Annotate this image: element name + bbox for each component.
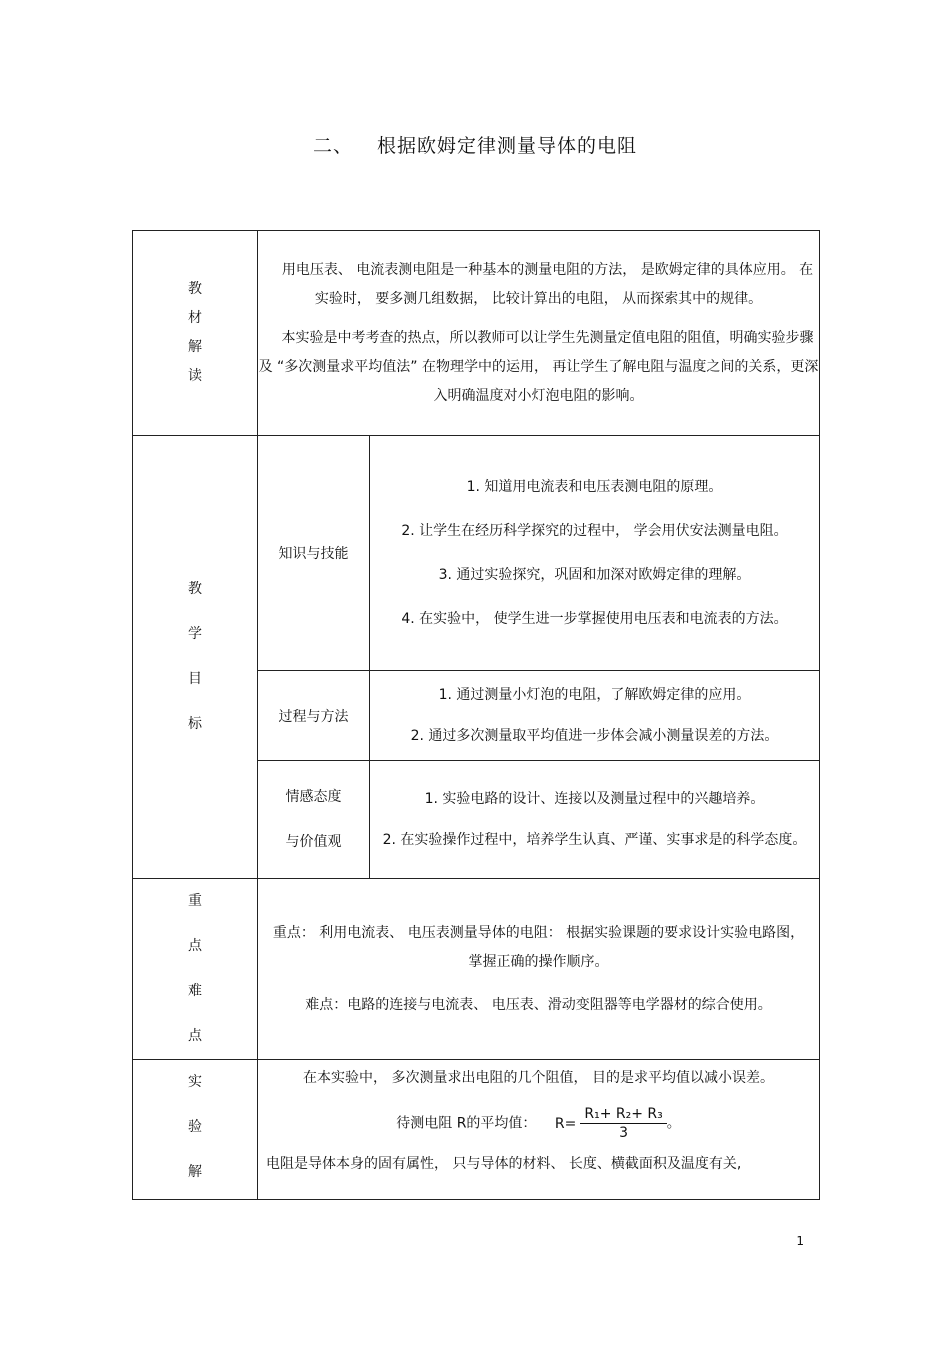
emotion-label-line2: 与价值观 bbox=[285, 833, 342, 850]
label-char: 学 bbox=[188, 626, 202, 642]
page-number: 1 bbox=[796, 1234, 804, 1248]
goals-label bbox=[133, 436, 258, 879]
document-title bbox=[0, 131, 950, 158]
difficult-point-text: 难点：电路的连接与电流表、 电压表、滑动变阻器等电学器材的综合使用。 bbox=[305, 996, 772, 1013]
emotion-item: 2. 在实验操作过程中，培养学生认真、严谨、实事求是的科学态度。 bbox=[382, 831, 807, 848]
emotion-content bbox=[370, 761, 820, 879]
textbook-row bbox=[133, 231, 820, 436]
knowledge-row bbox=[133, 436, 820, 671]
label-char: 读 bbox=[188, 368, 202, 384]
formula-prefix: 待测电阻 R的平均值： bbox=[396, 1115, 537, 1132]
experiment-row bbox=[133, 1060, 820, 1200]
formula-fraction bbox=[580, 1105, 666, 1142]
label-char: 点 bbox=[188, 1028, 202, 1044]
knowledge-item: 4. 在实验中， 使学生进一步掌握使用电压表和电流表的方法。 bbox=[401, 610, 788, 627]
emotion-label bbox=[258, 761, 370, 879]
label-char: 材 bbox=[188, 310, 202, 326]
formula-denominator: 3 bbox=[619, 1125, 629, 1141]
label-char: 点 bbox=[188, 938, 202, 954]
experiment-content bbox=[258, 1060, 820, 1200]
textbook-label bbox=[133, 231, 258, 436]
knowledge-label: 知识与技能 bbox=[258, 436, 370, 671]
knowledge-content bbox=[370, 436, 820, 671]
label-char: 教 bbox=[188, 581, 202, 597]
process-content bbox=[370, 671, 820, 761]
emotion-label-line1: 情感态度 bbox=[285, 788, 342, 805]
keypoints-row bbox=[133, 879, 820, 1060]
label-char: 实 bbox=[188, 1074, 202, 1090]
label-char: 标 bbox=[188, 716, 202, 732]
keypoints-content bbox=[258, 879, 820, 1060]
label-char: 目 bbox=[188, 671, 202, 687]
lesson-table bbox=[132, 230, 820, 1200]
average-formula bbox=[266, 1105, 811, 1142]
knowledge-item: 3. 通过实验探究，巩固和加深对欧姆定律的理解。 bbox=[438, 566, 751, 583]
experiment-label bbox=[133, 1060, 258, 1200]
textbook-para2: 本实验是中考考查的热点，所以教师可以让学生先测量定值电阻的阻值，明确实验步骤及 “多次测量求平均值法” 在物理学中的运用， 再让学生了解电阻与温度之间的关系，更深入明确温度对小灯泡电阻的影响。 bbox=[258, 329, 819, 404]
section-number: 二、 bbox=[312, 135, 353, 157]
knowledge-item: 2. 让学生在经历科学探究的过程中， 学会用伏安法测量电阻。 bbox=[401, 522, 788, 539]
experiment-para1: 在本实验中， 多次测量求出电阻的几个阻值， 目的是求平均值以减小误差。 bbox=[303, 1070, 774, 1086]
formula-suffix: 。 bbox=[666, 1115, 681, 1132]
label-char: 解 bbox=[188, 339, 202, 355]
title-text: 根据欧姆定律测量导体的电阻 bbox=[377, 135, 638, 157]
label-char: 验 bbox=[188, 1119, 202, 1135]
process-label: 过程与方法 bbox=[258, 671, 370, 761]
knowledge-item: 1. 知道用电流表和电压表测电阻的原理。 bbox=[466, 478, 723, 495]
keypoints-label bbox=[133, 879, 258, 1060]
formula-lhs: R= bbox=[554, 1115, 577, 1132]
textbook-para1: 用电压表、 电流表测电阻是一种基本的测量电阻的方法， 是欧姆定律的具体应用。 在实验时， 要多测几组数据， 比较计算出的电阻， 从而探索其中的规律。 bbox=[281, 261, 814, 307]
label-char: 教 bbox=[188, 281, 202, 297]
process-item: 2. 通过多次测量取平均值进一步体会减小测量误差的方法。 bbox=[410, 727, 779, 744]
label-char: 解 bbox=[188, 1164, 202, 1180]
process-item: 1. 通过测量小灯泡的电阻，了解欧姆定律的应用。 bbox=[438, 686, 751, 703]
formula-numerator: R₁+ R₂+ R₃ bbox=[580, 1105, 666, 1124]
experiment-para2: 电阻是导体本身的固有属性， 只与导体的材料、 长度、横截面积及温度有关, bbox=[266, 1156, 742, 1172]
emotion-item: 1. 实验电路的设计、连接以及测量过程中的兴趣培养。 bbox=[424, 790, 765, 807]
key-point-text: 重点： 利用电流表、 电压表测量导体的电阻： 根据实验课题的要求设计实验电路图，掌握正确的操作顺序。 bbox=[272, 924, 805, 970]
textbook-content bbox=[258, 231, 820, 436]
label-char: 重 bbox=[188, 893, 202, 909]
label-char: 难 bbox=[188, 983, 202, 999]
